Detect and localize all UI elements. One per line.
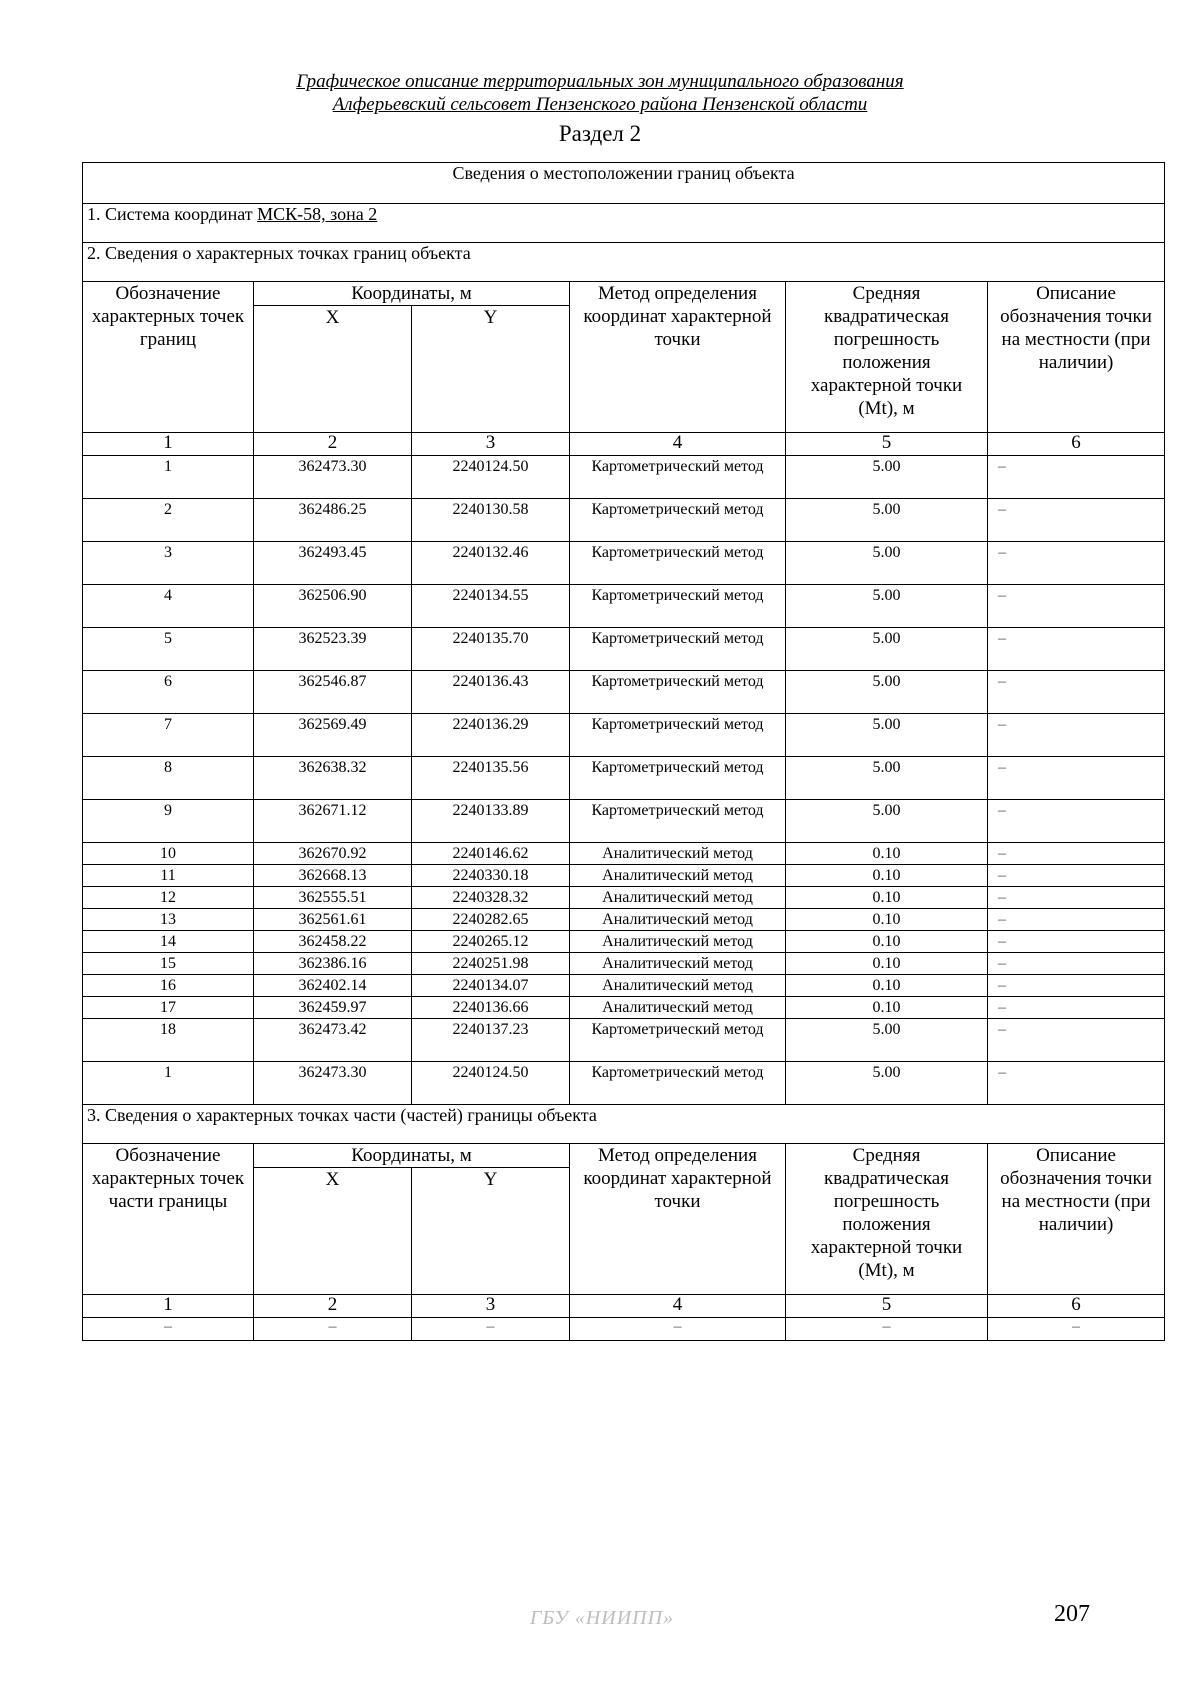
- method-cell: Картометрический метод: [570, 800, 786, 843]
- empty-cell: –: [83, 1318, 254, 1341]
- column-number: 2: [254, 1295, 412, 1318]
- error-cell: 5.00: [786, 800, 988, 843]
- table-row: [83, 953, 1165, 975]
- column-number: 1: [83, 1295, 254, 1318]
- method-cell: Картометрический метод: [570, 714, 786, 757]
- method-cell: Картометрический метод: [570, 628, 786, 671]
- y-coord-cell: 2240135.70: [412, 628, 570, 671]
- column-number: 6: [988, 1295, 1165, 1318]
- part-header-row-1: [83, 1144, 1165, 1168]
- table-row: [83, 1019, 1165, 1062]
- table-row: [83, 671, 1165, 714]
- y-coord-cell: 2240124.50: [412, 1062, 570, 1105]
- header-method: Метод определения координат характерной точки: [570, 282, 786, 433]
- empty-cell: –: [786, 1318, 988, 1341]
- y-coord-cell: 2240265.12: [412, 931, 570, 953]
- x-coord-cell: 362473.30: [254, 456, 412, 499]
- error-cell: 5.00: [786, 499, 988, 542]
- point-number-cell: 16: [83, 975, 254, 997]
- empty-cell: –: [570, 1318, 786, 1341]
- part-header-method: Метод определения координат характерной точки: [570, 1144, 786, 1295]
- error-cell: 0.10: [786, 865, 988, 887]
- y-coord-cell: 2240132.46: [412, 542, 570, 585]
- header-point: Обозначение характерных точек границ: [83, 282, 254, 433]
- error-cell: 5.00: [786, 757, 988, 800]
- table-title-row: [83, 163, 1165, 204]
- column-number: 3: [412, 1295, 570, 1318]
- description-cell: –: [988, 714, 1165, 757]
- empty-cell: –: [988, 1318, 1165, 1341]
- error-cell: 5.00: [786, 456, 988, 499]
- column-number: 5: [786, 1295, 988, 1318]
- table-row: [83, 628, 1165, 671]
- error-cell: 0.10: [786, 909, 988, 931]
- method-cell: Картометрический метод: [570, 757, 786, 800]
- part-header-coords: Координаты, м: [254, 1144, 570, 1168]
- header-line-1: Графическое описание территориальных зон муниципального образования: [296, 71, 904, 92]
- coord-system-value: МСК-58, зона 2: [257, 204, 378, 224]
- x-coord-cell: 362506.90: [254, 585, 412, 628]
- table-row: [83, 585, 1165, 628]
- part-header-error: Средняя квадратическая погрешность положения характерной точки (Mt), м: [786, 1144, 988, 1295]
- table-row: [83, 1062, 1165, 1105]
- point-number-cell: 11: [83, 865, 254, 887]
- boundary-table: [82, 162, 1165, 1341]
- method-cell: Картометрический метод: [570, 585, 786, 628]
- part-column-number-row: [83, 1295, 1165, 1318]
- y-coord-cell: 2240133.89: [412, 800, 570, 843]
- point-number-cell: 7: [83, 714, 254, 757]
- x-coord-cell: 362493.45: [254, 542, 412, 585]
- description-cell: –: [988, 542, 1165, 585]
- method-cell: Картометрический метод: [570, 1019, 786, 1062]
- x-coord-cell: 362668.13: [254, 865, 412, 887]
- y-coord-cell: 2240136.43: [412, 671, 570, 714]
- description-cell: –: [988, 887, 1165, 909]
- y-coord-cell: 2240134.55: [412, 585, 570, 628]
- method-cell: Картометрический метод: [570, 1062, 786, 1105]
- column-number-row: [83, 433, 1165, 456]
- description-cell: –: [988, 865, 1165, 887]
- table-row: [83, 499, 1165, 542]
- error-cell: 0.10: [786, 997, 988, 1019]
- point-number-cell: 1: [83, 1062, 254, 1105]
- column-number: 6: [988, 433, 1165, 456]
- table-row: [83, 456, 1165, 499]
- description-cell: –: [988, 800, 1165, 843]
- y-coord-cell: 2240328.32: [412, 887, 570, 909]
- y-coord-cell: 2240282.65: [412, 909, 570, 931]
- x-coord-cell: 362523.39: [254, 628, 412, 671]
- point-number-cell: 2: [83, 499, 254, 542]
- point-number-cell: 5: [83, 628, 254, 671]
- error-cell: 5.00: [786, 1019, 988, 1062]
- description-cell: –: [988, 499, 1165, 542]
- point-number-cell: 14: [83, 931, 254, 953]
- table-row: [83, 714, 1165, 757]
- column-number: 2: [254, 433, 412, 456]
- error-cell: 0.10: [786, 975, 988, 997]
- method-cell: Аналитический метод: [570, 887, 786, 909]
- point-number-cell: 4: [83, 585, 254, 628]
- description-cell: –: [988, 628, 1165, 671]
- point-number-cell: 8: [83, 757, 254, 800]
- column-number: 5: [786, 433, 988, 456]
- document-header: [0, 70, 1200, 149]
- section3-title-row: [83, 1105, 1165, 1144]
- error-cell: 5.00: [786, 714, 988, 757]
- description-cell: –: [988, 975, 1165, 997]
- y-coord-cell: 2240136.66: [412, 997, 570, 1019]
- coord-system-row: [83, 204, 1165, 243]
- point-number-cell: 10: [83, 843, 254, 865]
- method-cell: Аналитический метод: [570, 975, 786, 997]
- x-coord-cell: 362638.32: [254, 757, 412, 800]
- description-cell: –: [988, 1019, 1165, 1062]
- point-number-cell: 6: [83, 671, 254, 714]
- table-row: [83, 542, 1165, 585]
- error-cell: 0.10: [786, 931, 988, 953]
- description-cell: –: [988, 843, 1165, 865]
- point-number-cell: 12: [83, 887, 254, 909]
- description-cell: –: [988, 585, 1165, 628]
- part-header-x: X: [254, 1168, 412, 1295]
- description-cell: –: [988, 1062, 1165, 1105]
- header-coords: Координаты, м: [254, 282, 570, 306]
- x-coord-cell: 362473.30: [254, 1062, 412, 1105]
- x-coord-cell: 362486.25: [254, 499, 412, 542]
- empty-cell: –: [254, 1318, 412, 1341]
- empty-cell: –: [412, 1318, 570, 1341]
- y-coord-cell: 2240137.23: [412, 1019, 570, 1062]
- method-cell: Аналитический метод: [570, 931, 786, 953]
- part-header-point: Обозначение характерных точек части границы: [83, 1144, 254, 1295]
- header-y: Y: [412, 306, 570, 433]
- description-cell: –: [988, 757, 1165, 800]
- y-coord-cell: 2240251.98: [412, 953, 570, 975]
- section-title: Раздел 2: [558, 121, 642, 146]
- table-row: [83, 865, 1165, 887]
- table-row: [83, 757, 1165, 800]
- x-coord-cell: 362458.22: [254, 931, 412, 953]
- method-cell: Картометрический метод: [570, 671, 786, 714]
- description-cell: –: [988, 671, 1165, 714]
- x-coord-cell: 362671.12: [254, 800, 412, 843]
- table-row: [83, 931, 1165, 953]
- error-cell: 0.10: [786, 843, 988, 865]
- y-coord-cell: 2240330.18: [412, 865, 570, 887]
- error-cell: 5.00: [786, 585, 988, 628]
- description-cell: –: [988, 909, 1165, 931]
- column-number: 3: [412, 433, 570, 456]
- header-description: Описание обозначения точки на местности (при наличии): [988, 282, 1165, 433]
- column-number: 4: [570, 1295, 786, 1318]
- error-cell: 0.10: [786, 953, 988, 975]
- table-row: [83, 843, 1165, 865]
- point-number-cell: 9: [83, 800, 254, 843]
- point-number-cell: 17: [83, 997, 254, 1019]
- part-header-y: Y: [412, 1168, 570, 1295]
- x-coord-cell: 362459.97: [254, 997, 412, 1019]
- header-line-2: Алферьевский сельсовет Пензенского района Пензенской области: [332, 94, 868, 115]
- table-row: [83, 997, 1165, 1019]
- method-cell: Картометрический метод: [570, 499, 786, 542]
- column-number: 1: [83, 433, 254, 456]
- table-row: [83, 909, 1165, 931]
- error-cell: 5.00: [786, 671, 988, 714]
- y-coord-cell: 2240134.07: [412, 975, 570, 997]
- table-row: [83, 800, 1165, 843]
- y-coord-cell: 2240124.50: [412, 456, 570, 499]
- part-empty-row: [83, 1318, 1165, 1341]
- y-coord-cell: 2240146.62: [412, 843, 570, 865]
- method-cell: Аналитический метод: [570, 865, 786, 887]
- table-title: Сведения о местоположении границ объекта: [83, 163, 1165, 204]
- x-coord-cell: 362555.51: [254, 887, 412, 909]
- coord-system-label: 1. Система координат: [87, 204, 258, 224]
- coord-system-cell: [83, 204, 1165, 243]
- x-coord-cell: 362569.49: [254, 714, 412, 757]
- header-error: Средняя квадратическая погрешность положения характерной точки (Mt), м: [786, 282, 988, 433]
- error-cell: 5.00: [786, 628, 988, 671]
- x-coord-cell: 362561.61: [254, 909, 412, 931]
- method-cell: Картометрический метод: [570, 542, 786, 585]
- point-number-cell: 1: [83, 456, 254, 499]
- x-coord-cell: 362473.42: [254, 1019, 412, 1062]
- description-cell: –: [988, 931, 1165, 953]
- section2-title: 2. Сведения о характерных точках границ объекта: [83, 243, 1165, 282]
- column-number: 4: [570, 433, 786, 456]
- y-coord-cell: 2240130.58: [412, 499, 570, 542]
- error-cell: 0.10: [786, 887, 988, 909]
- error-cell: 5.00: [786, 1062, 988, 1105]
- part-header-description: Описание обозначения точки на местности (при наличии): [988, 1144, 1165, 1295]
- description-cell: –: [988, 953, 1165, 975]
- x-coord-cell: 362402.14: [254, 975, 412, 997]
- method-cell: Аналитический метод: [570, 843, 786, 865]
- description-cell: –: [988, 997, 1165, 1019]
- table-row: [83, 887, 1165, 909]
- page-number: 207: [1054, 1601, 1090, 1627]
- header-row-1: [83, 282, 1165, 306]
- section2-title-row: [83, 243, 1165, 282]
- point-number-cell: 13: [83, 909, 254, 931]
- description-cell: –: [988, 456, 1165, 499]
- point-number-cell: 18: [83, 1019, 254, 1062]
- y-coord-cell: 2240136.29: [412, 714, 570, 757]
- section3-title: 3. Сведения о характерных точках части (частей) границы объекта: [83, 1105, 1165, 1144]
- header-x: X: [254, 306, 412, 433]
- y-coord-cell: 2240135.56: [412, 757, 570, 800]
- method-cell: Картометрический метод: [570, 456, 786, 499]
- method-cell: Аналитический метод: [570, 953, 786, 975]
- error-cell: 5.00: [786, 542, 988, 585]
- x-coord-cell: 362546.87: [254, 671, 412, 714]
- x-coord-cell: 362670.92: [254, 843, 412, 865]
- table-row: [83, 975, 1165, 997]
- method-cell: Аналитический метод: [570, 997, 786, 1019]
- footer-organization: ГБУ «НИИПП»: [530, 1607, 675, 1629]
- point-number-cell: 3: [83, 542, 254, 585]
- point-number-cell: 15: [83, 953, 254, 975]
- method-cell: Аналитический метод: [570, 909, 786, 931]
- x-coord-cell: 362386.16: [254, 953, 412, 975]
